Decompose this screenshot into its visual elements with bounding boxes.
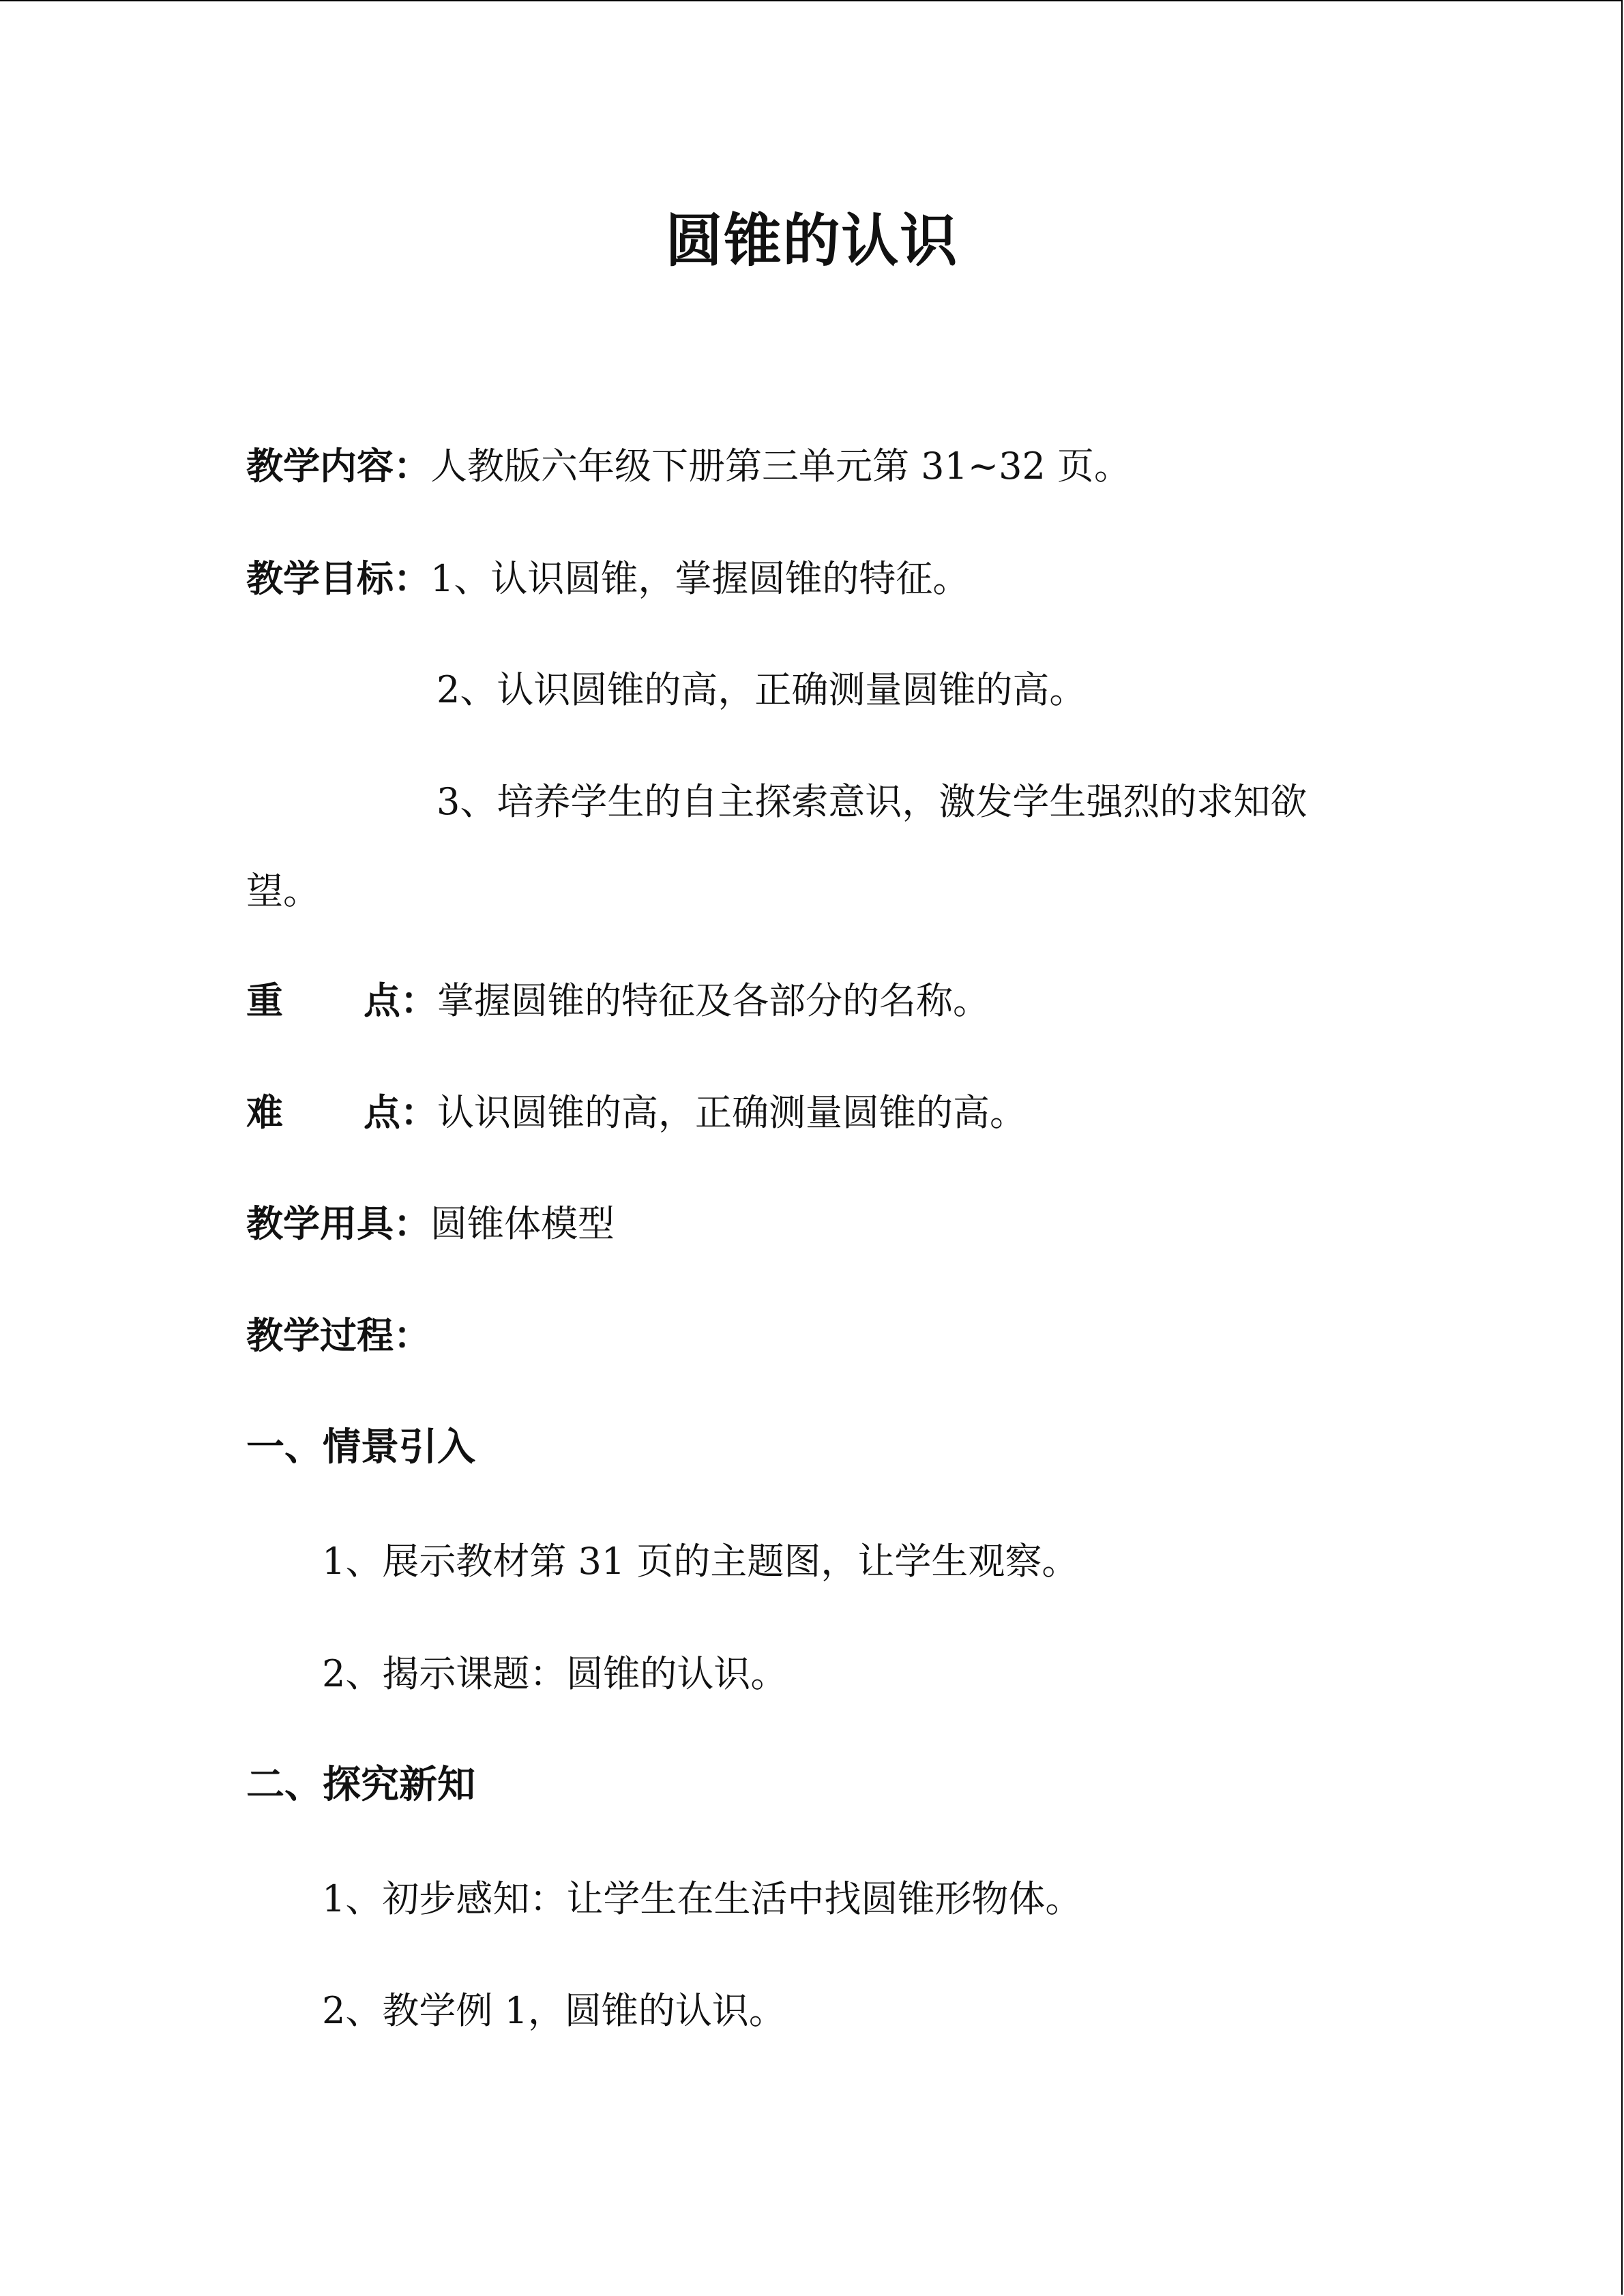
process-label: 教学过程： [246, 1313, 430, 1357]
section-heading-1: 一、情景引入 [246, 1425, 475, 1470]
difficult-point-text: 认识圆锥的高，正确测量圆锥的高。 [437, 1091, 1027, 1134]
goals-label: 教学目标： [246, 556, 430, 600]
key-point-label-tail: 点： [364, 979, 437, 1022]
difficult-point-label-head: 难 [246, 1090, 283, 1134]
key-point-text: 掌握圆锥的特征及各部分的名称。 [437, 979, 990, 1022]
section-heading-2: 二、探究新知 [246, 1762, 475, 1807]
key-point-line [246, 976, 990, 1025]
section-2-step-2: 2、教学例 1，圆锥的认识。 [322, 1989, 786, 2032]
goal-item-2: 2、认识圆锥的高，正确测量圆锥的高。 [437, 668, 1087, 711]
section-2-step-1: 1、初步感知：让学生在生活中找圆锥形物体。 [322, 1877, 1082, 1920]
content-line [246, 442, 1131, 490]
goal-item-3: 3、培养学生的自主探索意识，激发学生强烈的求知欲 [437, 780, 1308, 823]
goals-line [246, 554, 969, 603]
tools-label: 教学用具： [246, 1202, 430, 1245]
difficult-point-line [246, 1088, 1027, 1137]
content-label: 教学内容： [246, 444, 430, 488]
document-title: 圆锥的认识 [665, 207, 959, 274]
tools-text: 圆锥体模型 [430, 1202, 615, 1245]
content-text: 人教版六年级下册第三单元第 31~32 页。 [430, 445, 1132, 488]
tools-line [246, 1199, 615, 1248]
goal-item-3-continuation: 望。 [246, 869, 320, 912]
difficult-point-label-tail: 点： [364, 1090, 437, 1134]
goal-item-1: 1、认识圆锥，掌握圆锥的特征。 [430, 557, 970, 600]
section-1-step-2: 2、揭示课题：圆锥的认识。 [322, 1652, 788, 1695]
key-point-label [246, 976, 437, 1024]
section-1-step-1: 1、展示教材第 31 页的主题图，让学生观察。 [322, 1540, 1079, 1583]
difficult-point-label [246, 1088, 437, 1136]
key-point-label-head: 重 [246, 979, 283, 1022]
